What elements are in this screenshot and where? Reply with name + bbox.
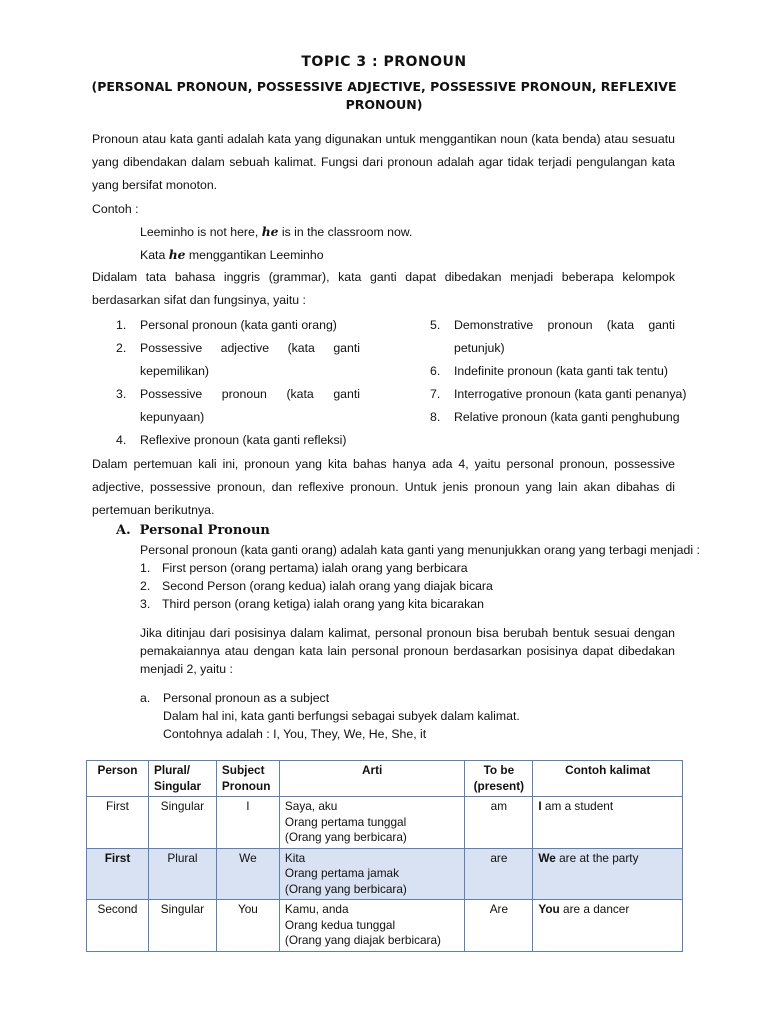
list-number: 8. bbox=[430, 410, 441, 424]
table-row bbox=[87, 848, 683, 900]
list-item: Possessive pronoun (kata ganti bbox=[140, 387, 360, 401]
header-plural-singular: Plural/ Singular bbox=[148, 761, 216, 797]
cell-to-be: are bbox=[465, 848, 533, 900]
list-number: 6. bbox=[430, 364, 441, 378]
header-arti: Arti bbox=[279, 761, 465, 797]
contoh-label: Contoh : bbox=[92, 202, 139, 216]
table-row bbox=[87, 797, 683, 849]
cell-number: Singular bbox=[148, 900, 216, 952]
list-item: Second Person (orang kedua) ialah orang yang diajak bicara bbox=[162, 579, 493, 593]
cell-to-be: am bbox=[465, 797, 533, 849]
list-number: 7. bbox=[430, 387, 441, 401]
list-number: 4. bbox=[116, 433, 127, 447]
cell-pronoun: I bbox=[216, 797, 279, 849]
list-item: Third person (orang ketiga) ialah orang yang kita bicarakan bbox=[162, 597, 484, 611]
cell-number: Plural bbox=[148, 848, 216, 900]
cell-pronoun: We bbox=[216, 848, 279, 900]
cell-arti: Kita Orang pertama jamak (Orang yang berbicara) bbox=[279, 848, 465, 900]
cell-example: I am a student bbox=[533, 797, 683, 849]
list-number: 3. bbox=[140, 597, 151, 611]
list-item: First person (orang pertama) ialah orang yang berbicara bbox=[162, 561, 468, 575]
list-item: Reflexive pronoun (kata ganti refleksi) bbox=[140, 433, 347, 447]
document-title: TOPIC 3 : PRONOUN bbox=[301, 54, 467, 70]
header-to-be: To be (present) bbox=[465, 761, 533, 797]
example-he: he bbox=[261, 224, 279, 239]
list-item-continued: kepemilikan) bbox=[140, 364, 210, 378]
sub-label: a. bbox=[140, 691, 151, 705]
list-item: Demonstrative pronoun (kata ganti bbox=[454, 318, 675, 332]
document-subtitle: (PERSONAL PRONOUN, POSSESSIVE ADJECTIVE, POSSESSIVE PRONOUN, REFLEXIVE PRONOUN) bbox=[91, 79, 677, 112]
meeting-paragraph: Dalam pertemuan kali ini, pronoun yang kita bahas hanya ada 4, yaitu personal pronoun, possessive adjective, possessive pronoun, dan reflexive pronoun. Untuk jenis pronoun yang lain akan dibahas di pertemuan berikutnya. bbox=[92, 457, 675, 517]
list-item: Possessive adjective (kata ganti bbox=[140, 341, 360, 355]
sub-description: Dalam hal ini, kata ganti berfungsi sebagai subyek dalam kalimat. bbox=[163, 709, 520, 723]
header-contoh-kalimat: Contoh kalimat bbox=[533, 761, 683, 797]
cell-example: We are at the party bbox=[533, 848, 683, 900]
list-item: Personal pronoun (kata ganti orang) bbox=[140, 318, 337, 332]
example-sentence: Leeminho is not here, he is in the classroom now. bbox=[140, 224, 413, 239]
header-person: Person bbox=[87, 761, 149, 797]
intro-paragraph: Pronoun atau kata ganti adalah kata yang digunakan untuk menggantikan noun (kata benda) atau sesuatu yang dibendakan dalam sebuah kalimat. Fungsi dari pronoun adalah agar tidak terjadi pengulangan kata yang bersifat monoton. bbox=[92, 132, 675, 192]
grammar-paragraph: Didalam tata bahasa inggris (grammar), kata ganti dapat dibedakan menjadi beberapa kelompok berdasarkan sifat dan fungsinya, yaitu : bbox=[92, 270, 675, 307]
list-item-continued: kepunyaan) bbox=[140, 410, 205, 424]
list-item: Indefinite pronoun (kata ganti tak tentu) bbox=[454, 364, 668, 378]
cell-person: Second bbox=[87, 900, 149, 952]
list-number: 2. bbox=[140, 579, 151, 593]
table-header-row bbox=[87, 761, 683, 797]
cell-to-be: Are bbox=[465, 900, 533, 952]
personal-pronoun-table bbox=[86, 760, 683, 952]
cell-number: Singular bbox=[148, 797, 216, 849]
section-a-heading: A. Personal Pronoun bbox=[116, 523, 270, 538]
example-note-he: he bbox=[168, 247, 186, 262]
table-row bbox=[87, 900, 683, 952]
cell-pronoun: You bbox=[216, 900, 279, 952]
list-number: 3. bbox=[116, 387, 127, 401]
sub-title: Personal pronoun as a subject bbox=[163, 691, 330, 705]
cell-arti: Kamu, anda Orang kedua tunggal (Orang yang diajak berbicara) bbox=[279, 900, 465, 952]
cell-person: First bbox=[87, 797, 149, 849]
list-number: 5. bbox=[430, 318, 441, 332]
header-subject-pronoun: Subject Pronoun bbox=[216, 761, 279, 797]
position-paragraph: Jika ditinjau dari posisinya dalam kalimat, personal pronoun bisa berubah bentuk sesuai dengan pemakaiannya atau dengan kata lain personal pronoun berdasarkan posisinya dapat dibedakan menjadi 2, yaitu : bbox=[140, 626, 675, 676]
sub-examples: Contohnya adalah : I, You, They, We, He, She, it bbox=[163, 727, 427, 741]
list-number: 1. bbox=[140, 561, 151, 575]
list-number: 1. bbox=[116, 318, 127, 332]
list-item: Relative pronoun (kata ganti penghubung bbox=[454, 410, 680, 424]
example-note: Kata he menggantikan Leeminho bbox=[140, 247, 324, 262]
list-number: 2. bbox=[116, 341, 127, 355]
cell-example: You are a dancer bbox=[533, 900, 683, 952]
cell-person: First bbox=[87, 848, 149, 900]
list-item-continued: petunjuk) bbox=[454, 341, 505, 355]
cell-arti: Saya, aku Orang pertama tunggal (Orang yang berbicara) bbox=[279, 797, 465, 849]
list-item: Interrogative pronoun (kata ganti penanya) bbox=[454, 387, 687, 401]
personal-pronoun-definition: Personal pronoun (kata ganti orang) adalah kata ganti yang menunjukkan orang yang terbagi menjadi : bbox=[140, 543, 700, 557]
